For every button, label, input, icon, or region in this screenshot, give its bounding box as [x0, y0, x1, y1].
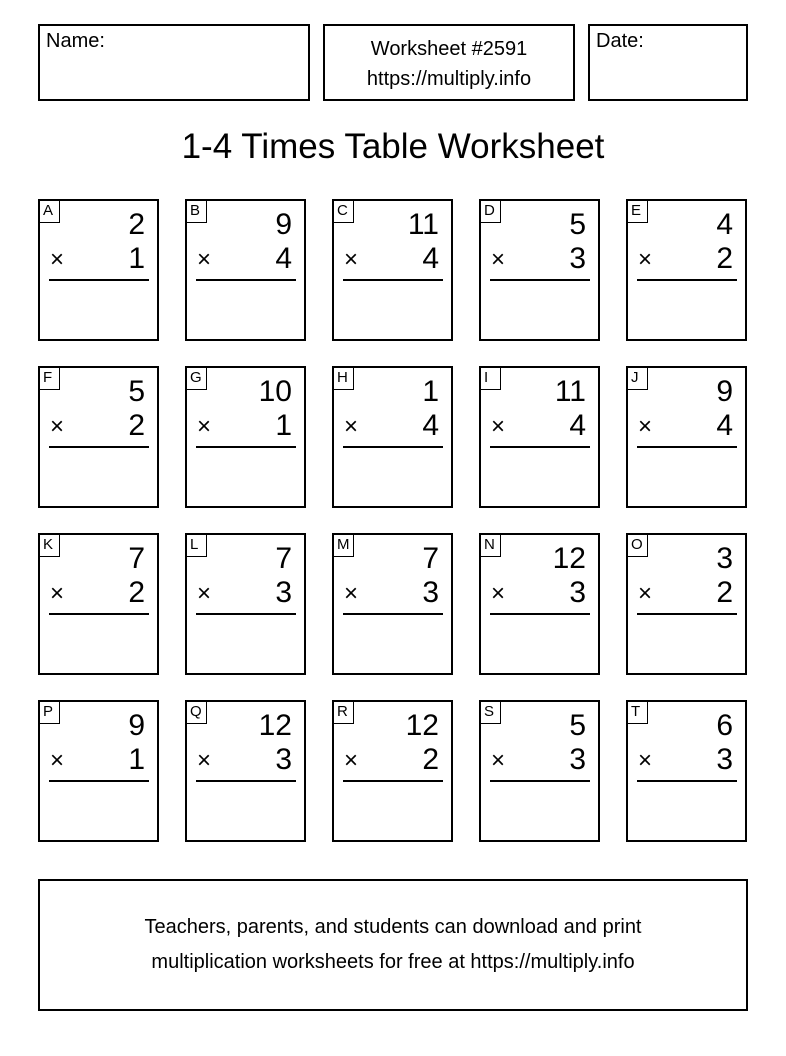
problem-card[interactable]	[185, 366, 306, 508]
times-sign: ×	[638, 747, 653, 774]
page-title: 1-4 Times Table Worksheet	[181, 127, 605, 166]
answer-line	[343, 780, 443, 782]
problem-label: C	[334, 201, 354, 223]
date-field[interactable]	[588, 24, 748, 101]
problem-card[interactable]	[626, 700, 747, 842]
multiplicand: 1	[422, 375, 439, 408]
answer-line	[637, 780, 737, 782]
problem-card[interactable]	[479, 533, 600, 675]
problem-card[interactable]	[479, 366, 600, 508]
multiplicand: 4	[716, 208, 733, 241]
problem-card[interactable]	[38, 366, 159, 508]
problem-label: K	[40, 535, 60, 557]
problem-label: Q	[187, 702, 207, 724]
problem-label: O	[628, 535, 648, 557]
multiplicand: 9	[128, 709, 145, 742]
multiplier: 2	[716, 242, 733, 275]
answer-line	[49, 613, 149, 615]
problem-label: R	[334, 702, 354, 724]
multiplicand: 12	[405, 709, 439, 742]
name-label: Name:	[46, 30, 105, 52]
multiplicand: 7	[422, 542, 439, 575]
answer-line	[49, 780, 149, 782]
times-sign: ×	[344, 246, 359, 273]
multiplicand: 7	[128, 542, 145, 575]
problem-label: L	[187, 535, 207, 557]
times-sign: ×	[344, 580, 359, 607]
answer-line	[49, 446, 149, 448]
times-sign: ×	[344, 747, 359, 774]
answer-line	[490, 780, 590, 782]
multiplier: 1	[128, 242, 145, 275]
problem-card[interactable]	[185, 199, 306, 341]
answer-line	[196, 279, 296, 281]
problem-card[interactable]	[626, 533, 747, 675]
worksheet-url[interactable]: https://multiply.info	[366, 68, 532, 90]
multiplicand: 5	[569, 208, 586, 241]
times-sign: ×	[344, 413, 359, 440]
times-sign: ×	[50, 413, 65, 440]
problem-card[interactable]	[38, 199, 159, 341]
problem-label: F	[40, 368, 60, 390]
worksheet-number: Worksheet #2591	[370, 38, 528, 60]
problem-label: T	[628, 702, 648, 724]
multiplicand: 7	[275, 542, 292, 575]
times-sign: ×	[197, 580, 212, 607]
footer-line-1: Teachers, parents, and students can download and print	[144, 916, 642, 938]
answer-line	[196, 446, 296, 448]
multiplicand: 11	[407, 208, 439, 241]
multiplier: 3	[569, 743, 586, 776]
answer-line	[49, 279, 149, 281]
times-sign: ×	[491, 246, 506, 273]
problem-label: A	[40, 201, 60, 223]
multiplicand: 9	[716, 375, 733, 408]
times-sign: ×	[638, 413, 653, 440]
problem-label: P	[40, 702, 60, 724]
problem-card[interactable]	[479, 700, 600, 842]
times-sign: ×	[50, 580, 65, 607]
multiplier: 3	[716, 743, 733, 776]
problem-card[interactable]	[185, 533, 306, 675]
problem-grid	[38, 199, 749, 843]
problem-card[interactable]	[332, 199, 453, 341]
multiplier: 3	[569, 576, 586, 609]
multiplier: 4	[716, 409, 733, 442]
problem-label: D	[481, 201, 501, 223]
problem-card[interactable]	[332, 533, 453, 675]
answer-line	[490, 613, 590, 615]
times-sign: ×	[197, 747, 212, 774]
problem-label: S	[481, 702, 501, 724]
multiplicand: 5	[569, 709, 586, 742]
times-sign: ×	[197, 413, 212, 440]
multiplier: 4	[569, 409, 586, 442]
multiplicand: 11	[554, 375, 586, 408]
problem-label: B	[187, 201, 207, 223]
footer-line-2: multiplication worksheets for free at https://multiply.info	[151, 951, 635, 973]
answer-line	[343, 613, 443, 615]
problem-card[interactable]	[38, 700, 159, 842]
multiplier: 2	[716, 576, 733, 609]
multiplier: 2	[422, 743, 439, 776]
multiplicand: 10	[258, 375, 292, 408]
problem-label: G	[187, 368, 207, 390]
worksheet-info-box	[323, 24, 575, 101]
multiplier: 3	[569, 242, 586, 275]
answer-line	[490, 279, 590, 281]
multiplicand: 2	[128, 208, 145, 241]
multiplier: 4	[422, 242, 439, 275]
problem-label: H	[334, 368, 354, 390]
problem-label: E	[628, 201, 648, 223]
multiplier: 2	[128, 409, 145, 442]
answer-line	[490, 446, 590, 448]
multiplier: 3	[275, 576, 292, 609]
answer-line	[637, 446, 737, 448]
date-label: Date:	[596, 30, 644, 52]
problem-card[interactable]	[332, 366, 453, 508]
multiplicand: 5	[128, 375, 145, 408]
answer-line	[637, 613, 737, 615]
times-sign: ×	[491, 747, 506, 774]
problem-label: N	[481, 535, 501, 557]
multiplier: 3	[275, 743, 292, 776]
answer-line	[196, 613, 296, 615]
problem-label: I	[481, 368, 501, 390]
problem-card[interactable]	[332, 700, 453, 842]
multiplicand: 9	[275, 208, 292, 241]
multiplier: 4	[275, 242, 292, 275]
times-sign: ×	[197, 246, 212, 273]
problem-card[interactable]	[626, 366, 747, 508]
multiplier: 2	[128, 576, 145, 609]
problem-label: J	[628, 368, 648, 390]
times-sign: ×	[491, 413, 506, 440]
problem-card[interactable]	[38, 533, 159, 675]
answer-line	[343, 446, 443, 448]
problem-card[interactable]	[626, 199, 747, 341]
times-sign: ×	[491, 580, 506, 607]
answer-line	[637, 279, 737, 281]
multiplier: 3	[422, 576, 439, 609]
multiplicand: 12	[552, 542, 586, 575]
multiplier: 1	[128, 743, 145, 776]
times-sign: ×	[50, 246, 65, 273]
times-sign: ×	[638, 580, 653, 607]
multiplier: 4	[422, 409, 439, 442]
problem-card[interactable]	[185, 700, 306, 842]
multiplicand: 12	[258, 709, 292, 742]
multiplicand: 3	[716, 542, 733, 575]
problem-card[interactable]	[479, 199, 600, 341]
name-field[interactable]	[38, 24, 310, 101]
times-sign: ×	[638, 246, 653, 273]
times-sign: ×	[50, 747, 65, 774]
problem-label: M	[334, 535, 354, 557]
answer-line	[196, 780, 296, 782]
answer-line	[343, 279, 443, 281]
multiplicand: 6	[716, 709, 733, 742]
footer-box	[38, 879, 748, 1011]
multiplier: 1	[275, 409, 292, 442]
